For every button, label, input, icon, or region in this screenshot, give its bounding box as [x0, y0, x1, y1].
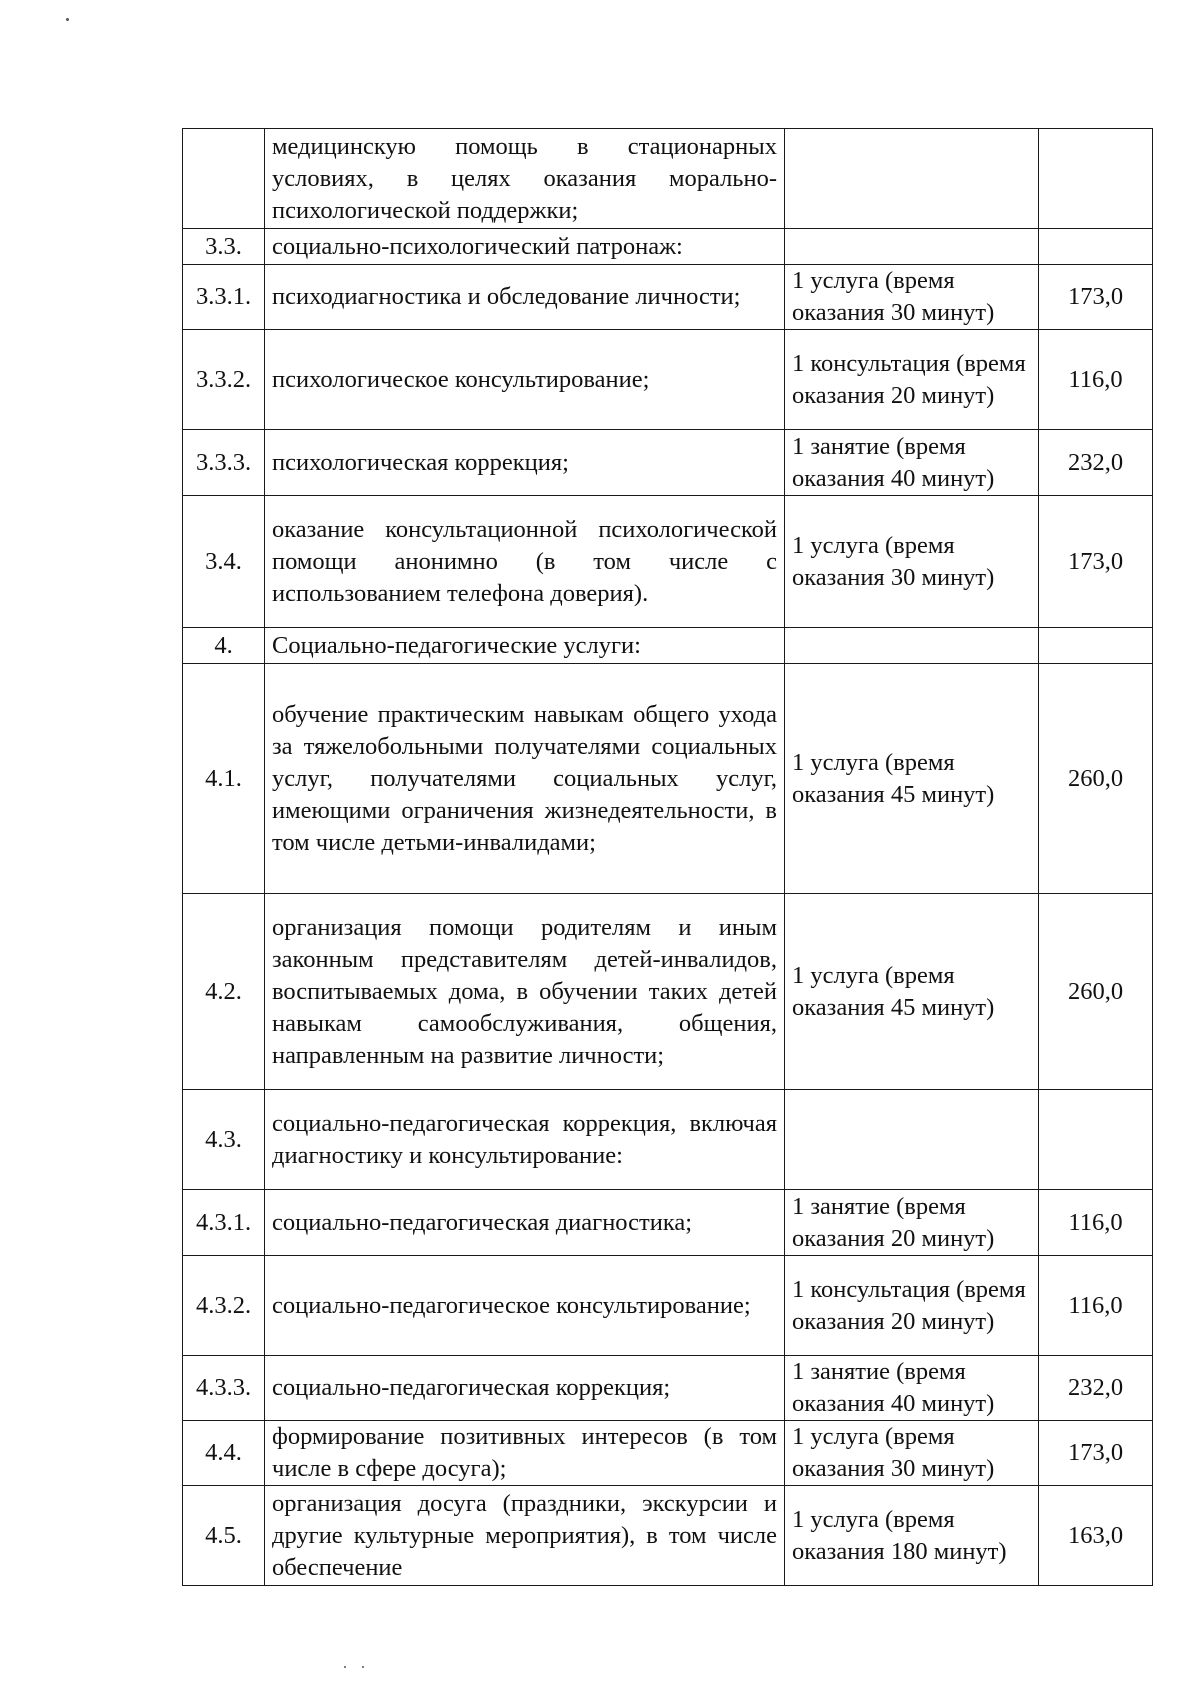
service-name: социально-педагогическая коррекция, включая диагностику и консультирование:	[265, 1090, 785, 1190]
table-row	[183, 496, 1153, 628]
service-name: организация помощи родителям и иным законным представителям детей-инвалидов, воспитываемых дома, в обучении таких детей навыкам самообслуживания, общения, направленным на развитие личности;	[265, 894, 785, 1090]
scan-speck	[66, 18, 69, 21]
service-name: психологическая коррекция;	[265, 430, 785, 496]
table-row	[183, 1190, 1153, 1256]
row-number: 4.3.	[183, 1090, 265, 1190]
service-name: социально-педагогическая коррекция;	[265, 1356, 785, 1421]
service-unit: 1 услуга (время оказания 30 минут)	[785, 1421, 1039, 1486]
service-unit	[785, 229, 1039, 265]
service-name: Социально-педагогические услуги:	[265, 628, 785, 664]
table-row	[183, 265, 1153, 330]
service-price: 173,0	[1039, 1421, 1153, 1486]
service-unit: 1 услуга (время оказания 30 минут)	[785, 265, 1039, 330]
service-name: социально-психологический патронаж:	[265, 229, 785, 265]
row-number: 4.2.	[183, 894, 265, 1090]
service-unit: 1 услуга (время оказания 30 минут)	[785, 496, 1039, 628]
service-price: 173,0	[1039, 496, 1153, 628]
row-number: 3.3.	[183, 229, 265, 265]
table-row	[183, 1090, 1153, 1190]
service-unit: 1 услуга (время оказания 180 минут)	[785, 1486, 1039, 1586]
scan-speck	[362, 1666, 364, 1668]
row-number: 4.5.	[183, 1486, 265, 1586]
service-name: оказание консультационной психологической помощи анонимно (в том числе с использованием телефона доверия).	[265, 496, 785, 628]
row-number: 3.3.1.	[183, 265, 265, 330]
service-unit: 1 занятие (время оказания 40 минут)	[785, 1356, 1039, 1421]
service-price: 232,0	[1039, 430, 1153, 496]
row-number	[183, 129, 265, 229]
service-price: 116,0	[1039, 330, 1153, 430]
service-unit	[785, 628, 1039, 664]
service-unit	[785, 129, 1039, 229]
service-name: медицинскую помощь в стационарных условиях, в целях оказания морально-психологической поддержки;	[265, 129, 785, 229]
service-unit: 1 занятие (время оказания 20 минут)	[785, 1190, 1039, 1256]
service-price	[1039, 229, 1153, 265]
row-number: 4.	[183, 628, 265, 664]
service-price	[1039, 1090, 1153, 1190]
table-row	[183, 330, 1153, 430]
table-row	[183, 229, 1153, 265]
row-number: 3.3.3.	[183, 430, 265, 496]
scan-speck	[344, 1666, 346, 1668]
table-row	[183, 129, 1153, 229]
service-price	[1039, 628, 1153, 664]
row-number: 3.3.2.	[183, 330, 265, 430]
service-name: социально-педагогическая диагностика;	[265, 1190, 785, 1256]
row-number: 4.3.3.	[183, 1356, 265, 1421]
row-number: 4.1.	[183, 664, 265, 894]
table-row	[183, 1421, 1153, 1486]
service-price	[1039, 129, 1153, 229]
service-unit: 1 услуга (время оказания 45 минут)	[785, 664, 1039, 894]
service-unit: 1 консультация (время оказания 20 минут)	[785, 330, 1039, 430]
table-row	[183, 628, 1153, 664]
service-unit: 1 услуга (время оказания 45 минут)	[785, 894, 1039, 1090]
service-price: 163,0	[1039, 1486, 1153, 1586]
table-row	[183, 430, 1153, 496]
service-price: 260,0	[1039, 664, 1153, 894]
service-price: 260,0	[1039, 894, 1153, 1090]
service-name: социально-педагогическое консультирование;	[265, 1256, 785, 1356]
service-price: 116,0	[1039, 1190, 1153, 1256]
table-row	[183, 1486, 1153, 1586]
service-unit: 1 занятие (время оказания 40 минут)	[785, 430, 1039, 496]
services-price-table	[182, 128, 1153, 1586]
service-name: обучение практическим навыкам общего ухода за тяжелобольными получателями социальных услуг, получателями социальных услуг, имеющими ограничения жизнедеятельности, в том числе детьми-инвалидами;	[265, 664, 785, 894]
service-unit	[785, 1090, 1039, 1190]
service-price: 232,0	[1039, 1356, 1153, 1421]
row-number: 4.3.2.	[183, 1256, 265, 1356]
service-name: психологическое консультирование;	[265, 330, 785, 430]
table-row	[183, 1256, 1153, 1356]
row-number: 4.4.	[183, 1421, 265, 1486]
service-name: формирование позитивных интересов (в том числе в сфере досуга);	[265, 1421, 785, 1486]
table-row	[183, 1356, 1153, 1421]
service-price: 116,0	[1039, 1256, 1153, 1356]
table-row	[183, 664, 1153, 894]
service-name: психодиагностика и обследование личности;	[265, 265, 785, 330]
service-name: организация досуга (праздники, экскурсии и другие культурные мероприятия), в том числе обеспечение	[265, 1486, 785, 1586]
service-unit: 1 консультация (время оказания 20 минут)	[785, 1256, 1039, 1356]
row-number: 4.3.1.	[183, 1190, 265, 1256]
service-price: 173,0	[1039, 265, 1153, 330]
row-number: 3.4.	[183, 496, 265, 628]
table-row	[183, 894, 1153, 1090]
